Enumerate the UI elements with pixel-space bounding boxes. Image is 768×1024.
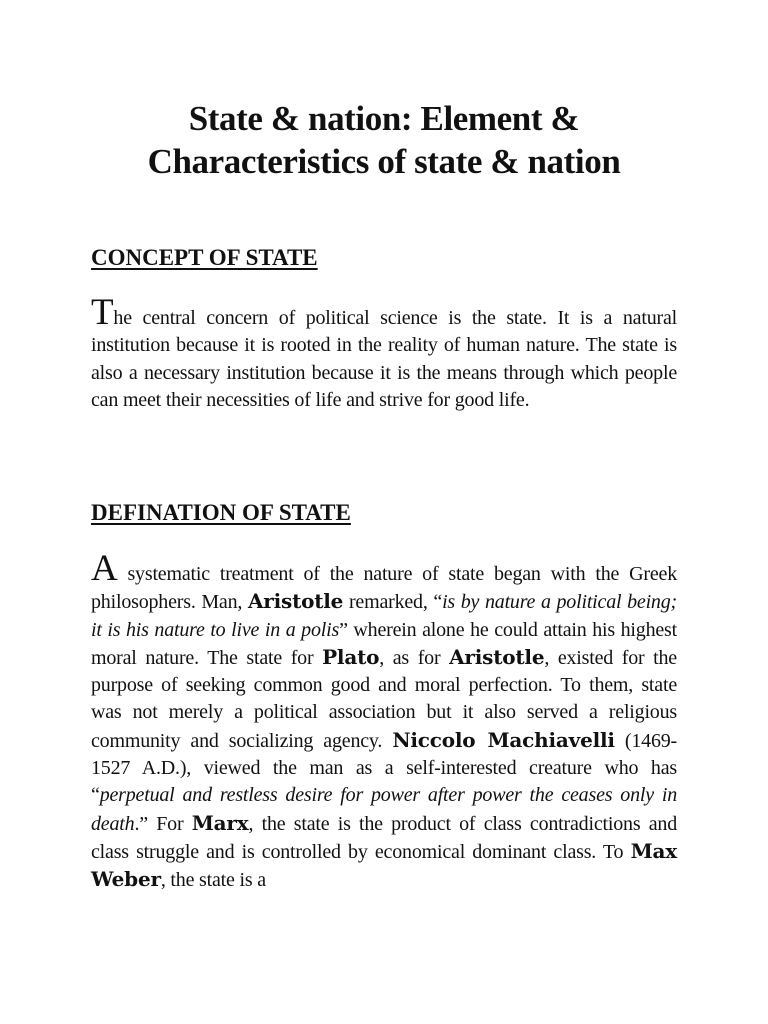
paragraph-text: , existed for the purpose of seeking common good and moral perfection. To them, state was not merely a political association but it also served a religious community and socializing agency. [91, 646, 677, 752]
quote-machiavelli: perpetual and restless desire for power after power the ceases only in death [91, 784, 677, 835]
paragraph-text: , the state is a [160, 869, 266, 892]
paragraph-text: , the state is the product of class contradictions and class struggle and is controlled by economical dominant class. To [91, 812, 677, 863]
name-marx: Marx [191, 810, 249, 835]
paragraph-concept-of-state [91, 292, 677, 414]
drop-cap: A [91, 548, 118, 589]
name-aristotle: Aristotle [247, 589, 344, 614]
paragraph-text: , as for [379, 646, 450, 669]
section-heading-definition-of-state: DEFINATION OF STATE [91, 500, 351, 525]
title-line-1: State & nation: Element & [188, 99, 580, 138]
paragraph-text: ” wherein alone he could attain his highest moral nature. The state for [91, 618, 677, 669]
quote-aristotle: is by nature a political being; it is his nature to live in a polis [91, 591, 677, 641]
name-max-weber: Max Weber [91, 838, 677, 892]
drop-cap: T [91, 292, 114, 333]
name-machiavelli: Niccolo Machiavelli [392, 727, 615, 752]
paragraph-text: (1469-1527 A.D.), viewed the man as a self-interested creature who has “ [91, 729, 678, 807]
section-heading-concept-of-state: CONCEPT OF STATE [91, 245, 318, 270]
name-aristotle: Aristotle [449, 644, 545, 669]
paragraph-text: he central concern of political science is the state. It is a natural institution because it is rooted in the reality of human nature. The state is also a necessary institution because it is the means through which people can meet their necessities of life and strive for good life. [91, 307, 677, 411]
paragraph-text: systematic treatment of the nature of state began with the Greek philosophers. Man, [91, 563, 677, 614]
name-plato: Plato [322, 644, 380, 669]
paragraph-text: remarked, “ [343, 591, 443, 614]
paragraph-definition-of-state [91, 548, 678, 895]
title-line-2: Characteristics of state & nation [147, 142, 621, 181]
paragraph-text: .” For [134, 812, 192, 835]
page-title [0, 97, 768, 183]
